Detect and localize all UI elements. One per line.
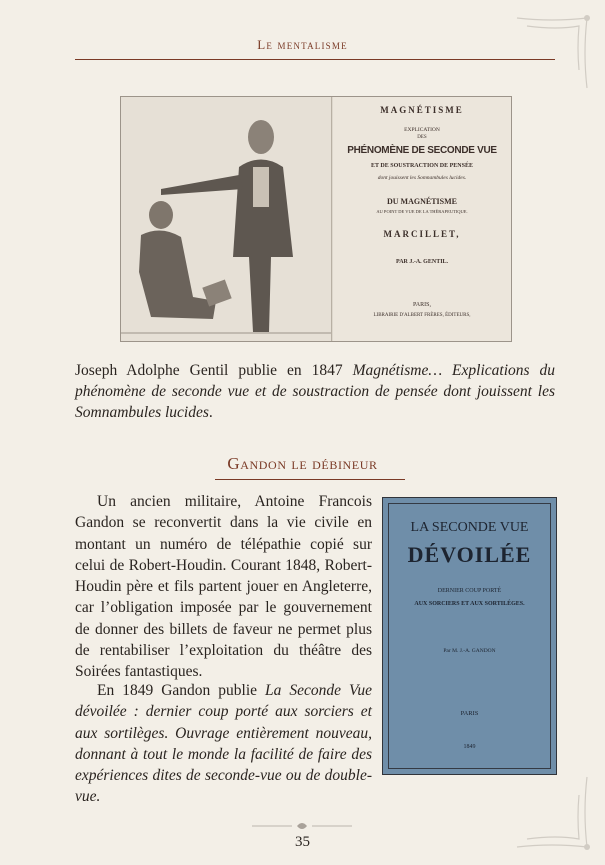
paragraph-text: En 1849 Gandon publie bbox=[97, 682, 266, 699]
caption-text-end: . bbox=[208, 404, 213, 421]
section-title: Gandon le débineur bbox=[227, 454, 378, 473]
page-number: 35 bbox=[295, 834, 310, 850]
body-paragraph: Un ancien militaire, Antoine Francois Gandon se reconvertit dans la vie civile en montant un numéro de télépathie copié sur celui de Robert-Houdin. Courant 1848, Robert-Houdin père et fils partent jouer en Angleterre, car l’obligation imposée par le gouvernement de donner des billets de faveur ne permet plus de rentabiliser l’exploitation du théâtre des Soirées fantastiques. bbox=[75, 493, 372, 681]
title-line: LIBRAIRIE D'ALBERT FRÈRES, ÉDITEURS, bbox=[373, 313, 471, 318]
illustration-gentil bbox=[120, 96, 512, 342]
corner-ornament-icon bbox=[507, 8, 597, 98]
caption-book-title: Magnétisme… Explications du phénomène de seconde vue et de soustraction de pensée dont jouissent les Somnambules lucides bbox=[75, 362, 555, 421]
cover-line: AUX SORCIERS ET AUX SORTILÉGES. bbox=[414, 601, 525, 607]
engraving-image bbox=[121, 97, 332, 341]
title-line: dont jouissent les Somnambules lucides. bbox=[377, 175, 467, 181]
cover-line: LA SECONDE VUE bbox=[410, 520, 529, 535]
body-paragraph bbox=[75, 680, 372, 808]
paragraph-book-title: La Seconde Vue dévoilée : dernier coup porté aux sorciers et aux sortilèges. Ouvrage entièrement nouveau, donnant à tout le monde la facilité de faire des expériences dites de seconde-vue ou de double-vue. bbox=[75, 682, 372, 806]
cover-line: DERNIER COUP PORTÉ bbox=[437, 588, 502, 594]
running-head: Le mentalisme bbox=[257, 37, 348, 52]
title-line: PARIS, bbox=[413, 302, 431, 308]
title-line: PAR J.-A. GENTIL. bbox=[395, 259, 449, 265]
cover-line: 1849 bbox=[463, 744, 476, 750]
title-line: EXPLICATION bbox=[404, 127, 440, 133]
title-line: DU MAGNÉTISME bbox=[386, 197, 457, 206]
title-line: AU POINT DE VUE DE LA THÉRAPEUTIQUE. bbox=[376, 209, 468, 214]
cover-line: DÉVOILÉE bbox=[407, 542, 532, 567]
title-line: MARCILLET, bbox=[383, 229, 461, 239]
title-page-image bbox=[333, 97, 511, 341]
section-rule bbox=[215, 479, 405, 480]
cover-line: Par M. J.-A. GANDON bbox=[443, 648, 496, 654]
title-line: DES bbox=[417, 135, 427, 140]
header-rule bbox=[75, 59, 555, 60]
folio-ornament-icon bbox=[252, 820, 352, 832]
engraving-figures-icon bbox=[121, 97, 331, 341]
book-cover-image bbox=[382, 497, 557, 775]
title-line: PHÉNOMÈNE DE SECONDE VUE bbox=[347, 145, 497, 156]
cover-line: PARIS bbox=[460, 710, 479, 717]
title-line: ET DE SOUSTRACTION DE PENSÉE bbox=[371, 163, 473, 169]
figure-caption bbox=[75, 360, 555, 423]
title-line: MAGNÉTISME bbox=[380, 105, 464, 115]
caption-text: Joseph Adolphe Gentil publie en 1847 bbox=[75, 362, 353, 379]
